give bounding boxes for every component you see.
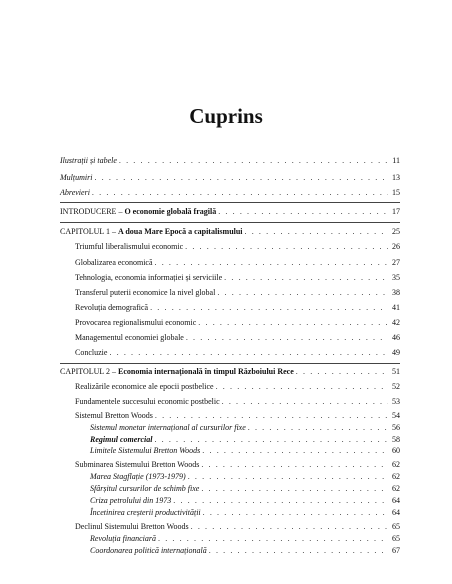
toc-entry-ilustratii[interactable] (60, 156, 400, 166)
toc-entry[interactable] (75, 258, 400, 268)
toc-entry-label: Fundamentele succesului economic postbelic (75, 397, 220, 406)
toc-entry[interactable] (75, 460, 400, 470)
toc-entry[interactable] (75, 273, 400, 283)
dot-leader (150, 303, 388, 313)
toc-entry-label: Subminarea Sistemului Bretton Woods (75, 460, 200, 469)
toc-entry-label: Revoluția demografică (75, 303, 149, 312)
dot-leader (188, 472, 388, 482)
toc-entry[interactable] (90, 435, 400, 445)
toc-entry-label: Provocarea regionalismului economic (75, 318, 197, 327)
toc-entry-title: O economie globală fragilă (124, 207, 217, 216)
dot-leader (186, 333, 388, 343)
toc-page-number: 42 (392, 318, 400, 327)
dot-leader (224, 273, 388, 283)
toc-entry-label: Transferul puterii economice la nivel global (75, 288, 216, 297)
dot-leader (245, 227, 388, 237)
dot-leader (203, 508, 388, 518)
toc-page-number: 58 (392, 435, 400, 444)
toc-page-number: 56 (392, 423, 400, 432)
dot-leader (216, 382, 388, 392)
toc-page-number: 17 (392, 207, 400, 216)
toc-entry-title: A doua Mare Epocă a capitalismului (118, 227, 243, 236)
toc-page-number: 67 (392, 546, 400, 555)
dot-leader (202, 446, 388, 456)
dot-leader (109, 348, 388, 358)
toc-page-number: 15 (392, 188, 400, 197)
toc-page-number: 62 (392, 460, 400, 469)
toc-entry[interactable] (90, 423, 400, 433)
toc-entry-label: Revoluția financiară (90, 534, 156, 543)
toc-page-number: 62 (392, 484, 400, 493)
toc-entry[interactable] (90, 496, 400, 506)
toc-entry-capitolul-1[interactable] (60, 227, 400, 237)
dot-leader (218, 207, 388, 217)
toc-entry[interactable] (75, 348, 400, 358)
toc-entry-label (60, 207, 216, 217)
dot-leader (296, 367, 388, 377)
dot-leader (191, 522, 388, 532)
toc-entry[interactable] (75, 382, 400, 392)
toc-entry-label: Mulțumiri (60, 173, 93, 182)
page-title: Cuprins (189, 104, 263, 128)
dot-leader (155, 258, 388, 268)
dot-leader (173, 496, 388, 506)
dot-leader (119, 156, 388, 166)
toc-entry[interactable] (90, 446, 400, 456)
toc-entry-label: Concluzie (75, 348, 108, 357)
toc-entry-label: Regimul comercial (90, 435, 153, 444)
section-divider (60, 202, 400, 203)
toc-entry-title: Economia internațională în timpul Războiului Rece (118, 367, 294, 376)
toc-page-number: 52 (392, 382, 400, 391)
toc-entry-label: Sistemul Bretton Woods (75, 411, 153, 420)
toc-entry-multumiri[interactable] (60, 173, 400, 183)
toc-entry-label: Declinul Sistemului Bretton Woods (75, 522, 189, 531)
toc-page-number: 64 (392, 508, 400, 517)
toc-page-number: 51 (392, 367, 400, 376)
toc-entry[interactable] (90, 534, 400, 544)
toc-entry-label: Coordonarea politică internațională (90, 546, 207, 555)
dot-leader (92, 188, 388, 198)
toc-page-number: 11 (392, 156, 400, 165)
dot-leader (248, 423, 388, 433)
dot-leader (209, 546, 388, 556)
dot-leader (201, 484, 388, 494)
toc-entry[interactable] (90, 508, 400, 518)
toc-entry[interactable] (90, 472, 400, 482)
toc-page-number: 35 (392, 273, 400, 282)
dot-leader (154, 435, 388, 445)
dot-leader (217, 288, 388, 298)
toc-entry-prefix: INTRODUCERE – (60, 207, 125, 216)
toc-page-number: 54 (392, 411, 400, 420)
toc-entry-label: Abrevieri (60, 188, 90, 197)
toc-entry-label (60, 367, 294, 377)
toc-page-number: 25 (392, 227, 400, 236)
toc-page-number: 64 (392, 496, 400, 505)
toc-entry-label: Limitele Sistemului Bretton Woods (90, 446, 201, 455)
section-divider (60, 222, 400, 223)
toc-entry[interactable] (75, 318, 400, 328)
toc-entry-label: Realizările economice ale epocii postbelice (75, 382, 214, 391)
toc-page-number: 65 (392, 522, 400, 531)
dot-leader (222, 397, 388, 407)
toc-entry-label: Ilustrații și tabele (60, 156, 117, 165)
toc-entry-introducere[interactable] (60, 207, 400, 217)
toc-page-number: 49 (392, 348, 400, 357)
toc-entry-label (60, 227, 243, 237)
toc-entry[interactable] (75, 242, 400, 252)
toc-entry[interactable] (75, 333, 400, 343)
dot-leader (158, 534, 388, 544)
toc-entry-capitolul-2[interactable] (60, 367, 400, 377)
toc-entry-prefix: CAPITOLUL 2 – (60, 367, 118, 376)
toc-entry-abrevieri[interactable] (60, 188, 400, 198)
toc-page-number: 13 (392, 173, 400, 182)
toc-entry[interactable] (75, 522, 400, 532)
toc-entry[interactable] (90, 546, 400, 556)
toc-entry[interactable] (75, 411, 400, 421)
toc-entry[interactable] (75, 288, 400, 298)
dot-leader (185, 242, 388, 252)
toc-page-number: 27 (392, 258, 400, 267)
toc-page-number: 60 (392, 446, 400, 455)
toc-entry-label: Tehnologia, economia informației și serviciile (75, 273, 223, 282)
toc-page-number: 65 (392, 534, 400, 543)
toc-page-number: 62 (392, 472, 400, 481)
toc-entry[interactable] (75, 303, 400, 313)
toc-entry-label: Globalizarea economică (75, 258, 153, 267)
toc-entry-label: Triumful liberalismului economic (75, 242, 184, 251)
toc-entry-label: Criza petrolului din 1973 (90, 496, 172, 505)
dot-leader (201, 460, 388, 470)
section-divider (60, 363, 400, 364)
toc-entry[interactable] (90, 484, 400, 494)
toc-entry-label: Încetinirea creșterii productivității (90, 508, 201, 517)
toc-entry-prefix: CAPITOLUL 1 – (60, 227, 118, 236)
toc-entry-label: Marea Stagflație (1973-1979) (90, 472, 186, 481)
toc-entry-label: Sfârșitul cursurilor de schimb fixe (90, 484, 200, 493)
dot-leader (94, 173, 388, 183)
dot-leader (155, 411, 388, 421)
toc-entry-label: Sistemul monetar internațional al cursurilor fixe (90, 423, 246, 432)
toc-page-number: 41 (392, 303, 400, 312)
toc-page-number: 53 (392, 397, 400, 406)
toc-entry-label: Managementul economiei globale (75, 333, 184, 342)
toc-page-number: 46 (392, 333, 400, 342)
toc-page-number: 26 (392, 242, 400, 251)
dot-leader (198, 318, 388, 328)
toc-entry[interactable] (75, 397, 400, 407)
toc-page-number: 38 (392, 288, 400, 297)
